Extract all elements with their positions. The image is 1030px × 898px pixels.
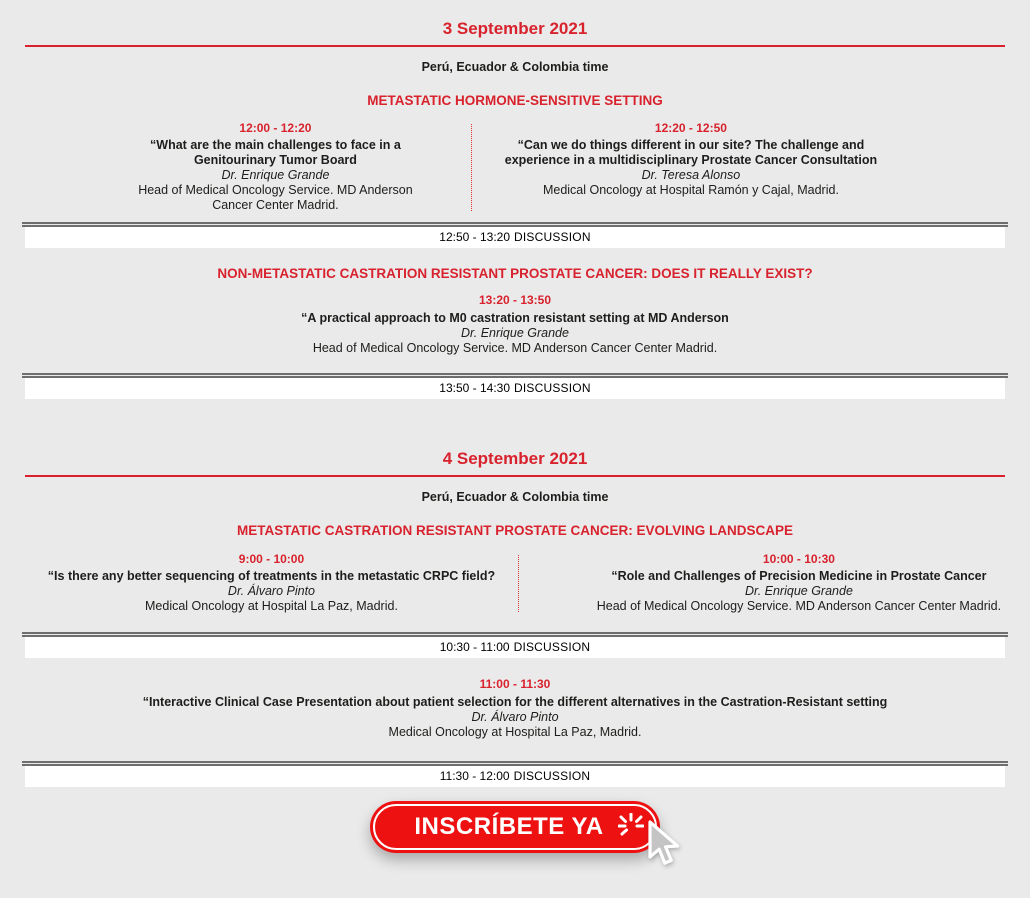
talk-day1-full — [25, 294, 1005, 356]
talk-speaker: Dr. Álvaro Pinto — [227, 584, 315, 598]
discussion-time: 13:50 - 14:30 — [439, 381, 511, 395]
talk-time: 10:00 - 10:30 — [762, 552, 835, 566]
register-button-label: INSCRÍBETE YA — [414, 813, 604, 840]
day2-timezone: Perú, Ecuador & Colombia time — [421, 490, 609, 504]
talk-affiliation: Head of Medical Oncology Service. MD Anderson Cancer Center Madrid. — [312, 341, 718, 355]
talk-affiliation: Medical Oncology at Hospital Ramón y Cajal, Madrid. — [542, 183, 839, 197]
cta-container — [370, 801, 660, 853]
talk-speaker: Dr. Álvaro Pinto — [471, 710, 559, 724]
talk-time: 13:20 - 13:50 — [478, 293, 552, 307]
talk-speaker: Dr. Enrique Grande — [221, 168, 330, 182]
talk-day1-left — [25, 122, 471, 213]
discussion-bar — [25, 766, 1005, 787]
day2-title: 4 September 2021 — [442, 449, 588, 468]
day2-session1-heading: METASTATIC CASTRATION RESISTANT PROSTATE CANCER: EVOLVING LANDSCAPE — [237, 523, 793, 538]
day1-title-rule — [25, 45, 1005, 47]
talk-time: 12:20 - 12:50 — [654, 121, 727, 135]
day1-session2-heading: NON-METASTATIC CASTRATION RESISTANT PROSTATE CANCER: DOES IT REALLY EXIST? — [217, 266, 813, 281]
day1-title: 3 September 2021 — [442, 19, 588, 38]
talk-day2-left — [25, 553, 518, 614]
discussion-label: DISCUSSION — [513, 640, 591, 654]
talk-time: 9:00 - 10:00 — [238, 552, 305, 566]
day1-session1-talks — [25, 122, 1005, 213]
day2-session1-talks — [25, 553, 1005, 614]
discussion-bar — [25, 227, 1005, 248]
talk-affiliation: Medical Oncology at Hospital La Paz, Madrid. — [388, 725, 642, 739]
talk-title: “Is there any better sequencing of treatments in the metastatic CRPC field? — [47, 569, 496, 583]
talk-day2-full — [25, 678, 1005, 740]
day2-title-rule — [25, 475, 1005, 477]
talk-title: “Role and Challenges of Precision Medicine in Prostate Cancer — [611, 569, 987, 583]
talk-speaker: Dr. Teresa Alonso — [641, 168, 741, 182]
talk-title: “What are the main challenges to face in a Genitourinary Tumor Board — [150, 138, 401, 167]
talk-title: “Can we do things different in our site? The challenge and experience in a multidisciplinary Prostate Cancer Consultation — [504, 138, 878, 167]
discussion-bar — [25, 637, 1005, 658]
mouse-cursor-icon — [644, 820, 684, 875]
discussion-time: 11:30 - 12:00 — [439, 769, 510, 783]
register-button[interactable] — [370, 801, 660, 853]
discussion-label: DISCUSSION — [514, 381, 591, 395]
discussion-time: 12:50 - 13:20 — [439, 230, 511, 244]
talk-title: “Interactive Clinical Case Presentation about patient selection for the different alternatives in the Castration-Resistant setting — [142, 695, 888, 709]
talk-affiliation: Medical Oncology at Hospital La Paz, Madrid. — [145, 599, 398, 613]
talk-day2-right — [519, 553, 1030, 614]
click-burst-icon — [618, 813, 644, 846]
discussion-label: DISCUSSION — [514, 230, 591, 244]
talk-title: “A practical approach to M0 castration resistant setting at MD Anderson — [301, 311, 729, 325]
talk-speaker: Dr. Enrique Grande — [744, 584, 853, 598]
talk-speaker: Dr. Enrique Grande — [461, 326, 569, 340]
talk-time: 12:00 - 12:20 — [239, 121, 312, 135]
day1-session1-heading: METASTATIC HORMONE-SENSITIVE SETTING — [367, 93, 663, 108]
discussion-time: 10:30 - 11:00 — [439, 640, 510, 654]
talk-affiliation: Head of Medical Oncology Service. MD Anderson Cancer Center Madrid. — [138, 183, 413, 212]
talk-day1-right — [472, 122, 1005, 213]
discussion-label: DISCUSSION — [513, 769, 591, 783]
discussion-bar — [25, 378, 1005, 399]
day1-timezone: Perú, Ecuador & Colombia time — [421, 60, 609, 74]
talk-time: 11:00 - 11:30 — [479, 677, 551, 691]
talk-affiliation: Head of Medical Oncology Service. MD Anderson Cancer Center Madrid. — [596, 599, 1002, 613]
